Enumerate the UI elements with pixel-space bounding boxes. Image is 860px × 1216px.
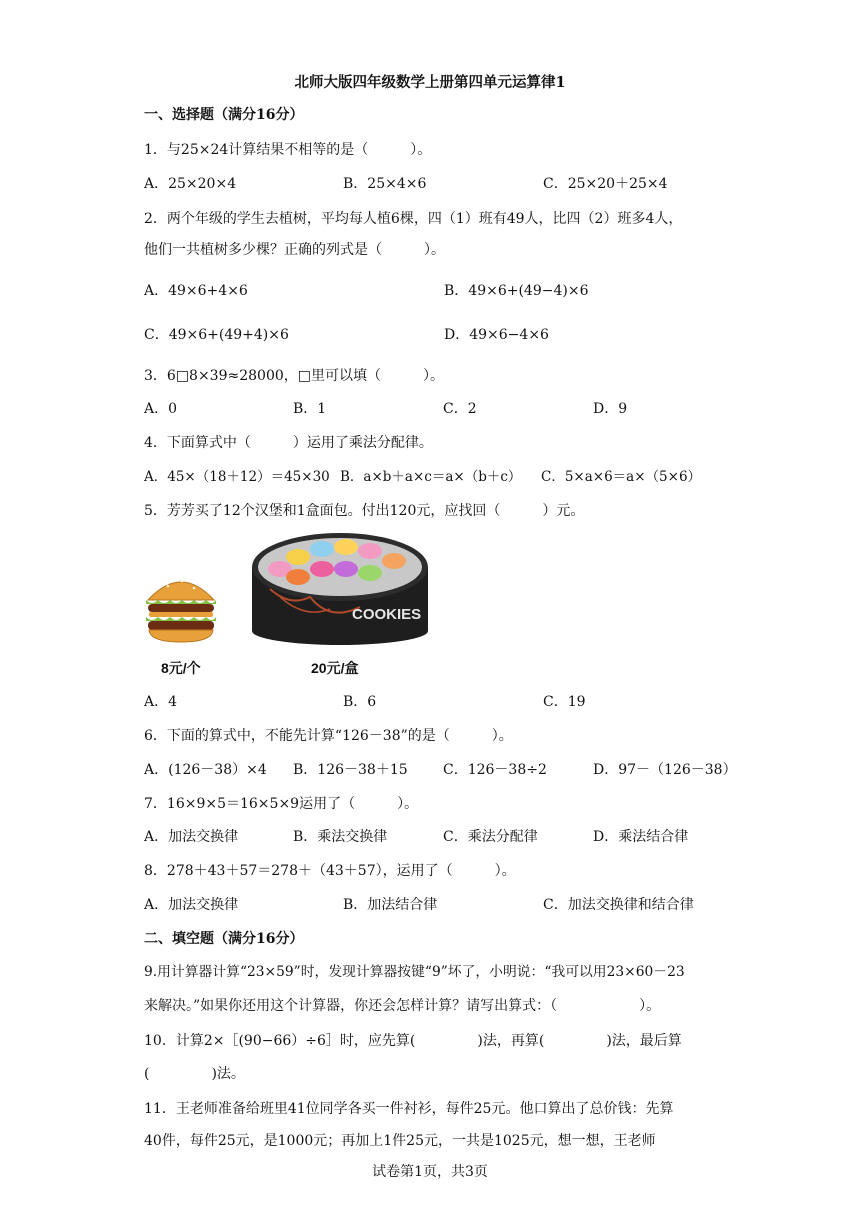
q7-option-d: D．乘法结合律 (593, 829, 689, 845)
q5-option-b: B．6 (343, 694, 377, 710)
question-6-stem: 6．下面的算式中，不能先计算“126－38”的是（ (144, 728, 450, 744)
question-9-line2 (144, 996, 660, 1016)
question-4-stem: 4．下面算式中（ (144, 435, 251, 451)
question-2-stem: 他们一共植树多少棵？正确的列式是（ (144, 242, 382, 258)
q2-option-c: C．49×6+(49+4)×6 (144, 327, 289, 343)
cookie-box-image (250, 527, 430, 647)
question-10-text-c: )法，最后算 (606, 1033, 682, 1049)
question-2-tail: ）。 (424, 242, 445, 258)
question-3 (144, 366, 444, 386)
section-heading-fill: 二、填空题（满分16分） (144, 931, 304, 947)
hamburger-image (144, 570, 218, 648)
section-heading-choice: 一、选择题（满分16分） (144, 107, 304, 123)
question-3-stem: 3．6□8×39≈28000，□里可以填（ (144, 368, 381, 384)
q5-option-c: C．19 (543, 694, 586, 710)
question-8-tail: ）。 (494, 863, 516, 879)
q8-option-a: A．加法交换律 (144, 897, 239, 913)
question-9-stem: 来解决。”如果你还用这个计算器，你还会怎样计算？请写出算式：（ (144, 998, 558, 1014)
q6-option-c: C．126－38÷2 (443, 762, 547, 778)
page-footer: 试卷第1页，共3页 (372, 1164, 488, 1180)
q3-option-c: C．2 (443, 401, 477, 417)
question-10-line2 (144, 1064, 245, 1084)
question-6 (144, 726, 513, 746)
question-5-tail: ）元。 (542, 503, 585, 519)
q7-option-b: B．乘法交换律 (293, 829, 388, 845)
question-9-line1: 9.用计算器计算“23×59”时，发现计算器按键“9”坏了，小明说：“我可以用23×60－23 (144, 964, 685, 980)
q5-option-a: A．4 (144, 694, 178, 710)
question-4 (144, 433, 433, 453)
q1-option-b: B．25×4×6 (343, 176, 427, 192)
question-8 (144, 861, 516, 881)
question-11-line1: 11．王老师准备给班里41位同学各买一件衬衫，每件25元。他口算出了总价钱：先算 (144, 1101, 674, 1117)
question-6-tail: ）。 (491, 728, 513, 744)
question-10-text-e: )法。 (211, 1066, 245, 1082)
q2-option-d: D．49×6−4×6 (444, 327, 549, 343)
question-1 (144, 140, 431, 160)
q4-option-c: C．5×a×6＝a×（5×6） (541, 469, 702, 485)
q8-option-c: C．加法交换律和结合律 (543, 897, 694, 913)
q3-option-d: D．9 (593, 401, 628, 417)
q6-option-b: B．126－38＋15 (293, 762, 408, 778)
question-2-line2 (144, 240, 445, 260)
cookie-box-label: COOKIES (352, 606, 422, 623)
burger-price-caption: 8元/个 (161, 660, 201, 676)
question-10-text-a: 10．计算2×［(90−66）÷6］时，应先算( (144, 1033, 416, 1049)
q4-option-b: B．a×b＋a×c＝a×（b＋c） (340, 469, 522, 485)
q8-option-b: B．加法结合律 (343, 897, 438, 913)
cookie-price-caption: 20元/盒 (311, 660, 359, 676)
question-5 (144, 501, 584, 521)
q6-option-a: A．(126－38）×4 (144, 762, 267, 778)
question-3-tail: ）。 (423, 368, 444, 384)
page-title: 北师大版四年级数学上册第四单元运算律1 (294, 74, 566, 91)
q1-option-c: C．25×20＋25×4 (543, 176, 668, 192)
question-11-line2: 40件，每件25元，是1000元；再加上1件25元，一共是1025元，想一想，王老师 (144, 1133, 656, 1149)
question-5-stem: 5．芳芳买了12个汉堡和1盒面包。付出120元，应找回（ (144, 503, 501, 519)
question-10-text-d: ( (144, 1066, 150, 1082)
q7-option-a: A．加法交换律 (144, 829, 239, 845)
question-7 (144, 794, 418, 814)
q2-option-a: A．49×6+4×6 (144, 283, 248, 299)
q6-option-d: D．97－（126－38） (593, 762, 737, 778)
q1-option-a: A．25×20×4 (144, 176, 237, 192)
question-7-stem: 7．16×9×5＝16×5×9运用了（ (144, 796, 356, 812)
question-8-stem: 8．278＋43＋57＝278＋（43＋57），运用了（ (144, 863, 453, 879)
question-10-line1 (144, 1031, 682, 1051)
question-1-stem: 1．与25×24计算结果不相等的是（ (144, 142, 369, 158)
question-9-tail: ）。 (639, 998, 661, 1014)
q4-option-a: A．45×（18＋12）＝45×30 (144, 469, 330, 485)
q7-option-c: C．乘法分配律 (443, 829, 538, 845)
question-7-tail: ）。 (397, 796, 419, 812)
question-2-line1: 2．两个年级的学生去植树，平均每人植6棵，四（1）班有49人，比四（2）班多4人， (144, 211, 683, 227)
q3-option-b: B．1 (293, 401, 327, 417)
q2-option-b: B．49×6+(49−4)×6 (444, 283, 589, 299)
question-1-tail: ）。 (410, 142, 432, 158)
question-10-text-b: )法，再算( (477, 1033, 545, 1049)
q3-option-a: A．0 (144, 401, 178, 417)
question-4-tail: ）运用了乘法分配律。 (292, 435, 433, 451)
